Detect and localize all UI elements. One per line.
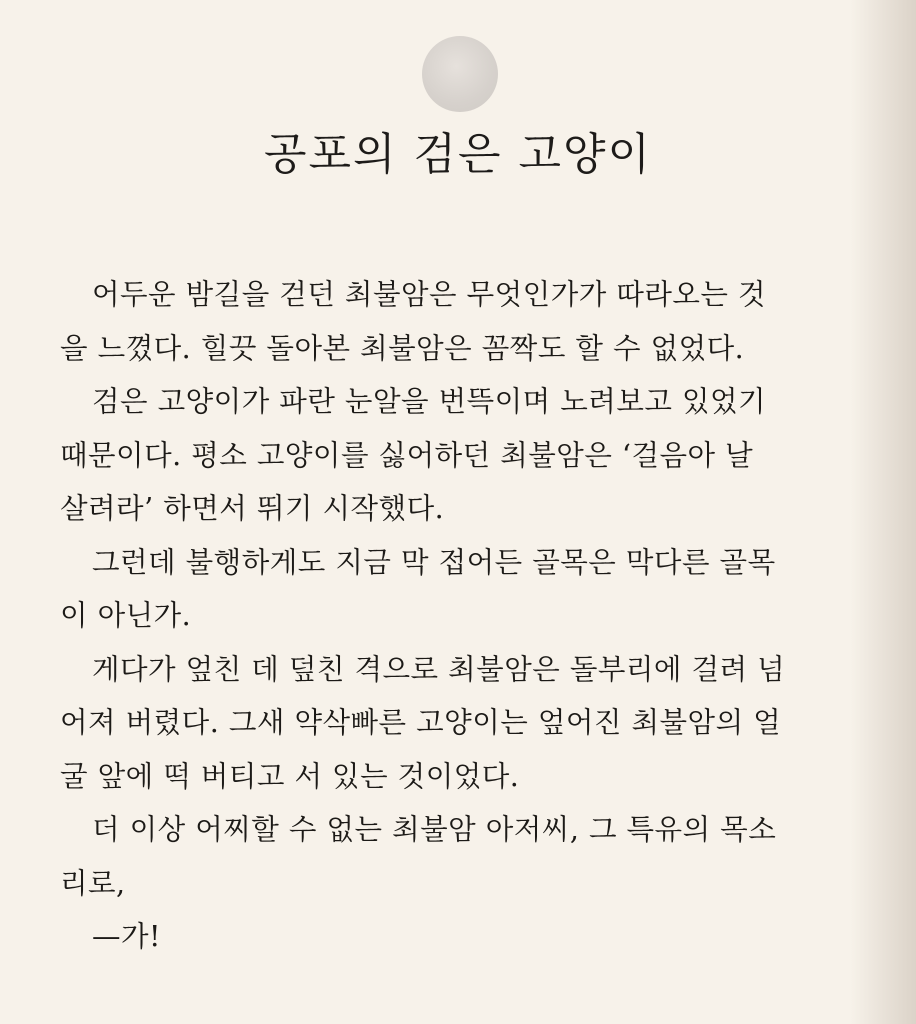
text-line: 검은 고양이가 파란 눈알을 번뜩이며 노려보고 있었기 bbox=[92, 385, 767, 418]
text-line: —가! bbox=[92, 920, 161, 953]
text-line: 어져 버렸다. 그새 약삭빠른 고양이는 엎어진 최불암의 얼 bbox=[60, 706, 782, 739]
text-line: 이 아닌가. bbox=[60, 599, 192, 632]
text-line: 굴 앞에 떡 버티고 서 있는 것이었다. bbox=[60, 759, 520, 793]
text-line: 그런데 불행하게도 지금 막 접어든 골목은 막다른 골목 bbox=[92, 545, 776, 579]
text-line: 게다가 엎친 데 덮친 격으로 최불암은 돌부리에 걸려 넘 bbox=[92, 652, 786, 686]
text-line: 살려라’ 하면서 뛰기 시작했다. bbox=[60, 492, 445, 525]
title-ornament-circle bbox=[422, 36, 498, 112]
text-line: 어두운 밤길을 걷던 최불암은 무엇인가가 따라오는 것 bbox=[92, 278, 767, 311]
text-line: 을 느꼈다. 힐끗 돌아본 최불암은 꼼짝도 할 수 없었다. bbox=[60, 331, 745, 365]
story-text bbox=[60, 268, 860, 964]
text-line: 더 이상 어찌할 수 없는 최불암 아저씨, 그 특유의 목소 bbox=[92, 813, 777, 846]
page-title: 공포의 검은 고양이 bbox=[263, 129, 652, 180]
text-line: 때문이다. 평소 고양이를 싫어하던 최불암은 ‘걸음아 날 bbox=[60, 438, 754, 472]
text-line: 리로, bbox=[60, 866, 126, 900]
